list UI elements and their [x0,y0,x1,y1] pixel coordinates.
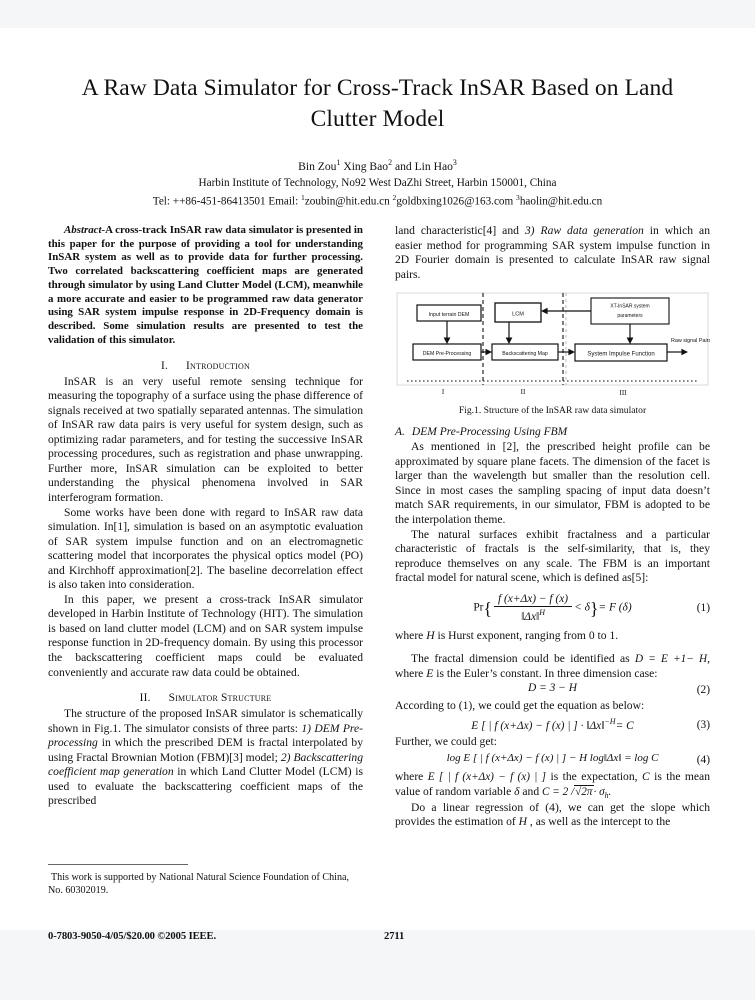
svg-text:XT-InSAR system: XT-InSAR system [610,303,650,310]
sim-italic-2: 2) Backscattering coefficient map generation [48,750,363,779]
exp-text-b: is the expectation, [546,770,642,784]
cont-text-b: in which an easier method for programming SAR system impulse function in 2D Fourier domain is presented to calculate InSAR raw signal pairs. [395,224,710,281]
according-to-1-line: According to (1), we could get the equation as below: [395,699,645,713]
sqrt-inner: 2π [581,785,593,798]
stage-label-1: I [441,388,445,397]
author-2-marker: 2 [388,158,393,168]
svg-text:Input terrain DEM: Input terrain DEM [428,312,470,319]
abstract-text: A cross-track InSAR raw data simulator is presented in this paper for the purpose of providing a tool for understanding InSAR system as well as to provide data for further processing. Two correlated backscattering coefficient maps are generated through simulator by using Land Clutter Model (LCM), meanwhile a more accurate and easier to be programmed raw data generator using SAR system impulse response in 2D-Frequency domain is described. Some simulation results are presented to test the validation of this simulator. [48,224,363,346]
c-formula-lhs: C = 2 / [542,785,575,798]
equation-1-body: Pr{ $\frac{f (x+\Delta x) - f (x)}{‖\Delta x‖^H}$ < δ}= F (δ) [473,592,632,623]
svg-text:LCM: LCM [512,311,524,318]
subsection-heading-a [395,426,710,438]
euler-symbol: E [426,666,434,680]
svg-text:DEM Pre-Processing: DEM Pre-Processing [422,351,472,358]
eq1-fraction [494,593,572,623]
sim-text-c: in which Land Clutter Model (LCM) is used to evaluate the backscattering coefficient maps of the prescribed [48,765,363,808]
figure-1-caption: Fig.1. Structure of the InSAR raw data simulator [458,405,647,417]
exp-text-d: is the mean value of random variable [395,770,710,798]
email-2: goldbxing1026@163.com [396,195,514,208]
sigma-part: · σ [593,785,605,798]
equation-1-tag: (1) [696,601,710,614]
hurst-symbol: H [426,629,435,643]
simulator-paragraph-1 [48,707,363,809]
c-formula: C = 2 $/√2\pi\cdot \sigma_h$. [542,785,612,800]
eq1-prefix: Pr [473,601,484,614]
email-3-marker: 3 [516,193,520,203]
subsection-title-a: DEM Pre-Processing Using FBM [411,426,568,439]
eq1-compare: < δ [574,601,590,614]
subsection-label-a: A. [395,426,405,439]
equation-3-body [471,717,633,732]
eq1-rhs: = F (δ) [598,601,632,614]
sqrt-radicand: √2π [575,785,593,798]
email-2-marker: 2 [392,193,397,203]
eq1-denominator: ‖Δx‖$^H$ [521,607,545,623]
two-column-body [48,224,710,884]
eq3-rhs: = C [615,719,634,732]
figure-1-block-diagram [395,291,710,403]
delta-symbol: δ [514,784,520,798]
email-1-marker: 1 [301,193,305,203]
exp-text-e: and [519,784,543,798]
footnote-text: This work is supported by National Natural Science Foundation of China, No. 60302019. [48,872,349,897]
sim-text-b: in which the prescribed DEM is fractal interpolated by using Fractal Brownian Motion (FBM)[3] model; [48,736,363,764]
author-1-marker: 1 [336,158,341,168]
cont-text-a: land characteristic[4] and [395,224,525,237]
equation-3-tag: (3) [696,718,710,731]
fd-text-a: The fractal dimension could be identified as [411,652,635,666]
stage-label-2: II [520,388,526,397]
left-column [48,224,363,884]
sim-italic-1: 1) DEM Pre-processing [48,721,363,750]
page-title: A Raw Data Simulator for Cross-Track InSAR Based on Land Clutter Model [81,75,674,133]
page-number: 2711 [384,931,405,942]
author-list [0,157,755,175]
hurst-note [395,629,710,644]
affiliation: Harbin Institute of Technology, No92 West DaZhi Street, Harbin 150001, China [198,177,557,190]
right-continuation-paragraph [395,224,710,282]
exp-text-a: where [395,770,428,784]
eq3-exponent: −H [604,716,616,726]
svg-text:System Impulse Function: System Impulse Function [587,351,655,358]
copyright-line: 0-7803-9050-4/05/$20.00 ©2005 IEEE. [48,931,217,942]
hurst-note-b: is Hurst exponent, ranging from 0 to 1. [434,629,619,643]
lr-h-symbol: H [518,815,528,829]
section-heading-simulator-structure [48,692,363,704]
figure-1-svg [395,291,710,403]
section-title-2: Simulator Structure [168,692,272,705]
expectation-inline-eq: E [ | f (x+Δx) − f (x) | ] [427,771,547,784]
equation-4-body: log E [ | f (x+Δx) − f (x) | ] − H log‖Δx‖ = log C [446,752,659,765]
right-column [395,224,710,884]
fd-equation-inline: D = E +1− H [634,653,708,666]
paper-sheet [0,28,755,942]
email-3: haolin@hit.edu.cn [519,195,603,208]
svg-text:Backscattering Map: Backscattering Map [502,351,548,358]
author-1: Bin Zou [298,159,337,173]
contact-line [0,192,755,211]
author-2: Xing Bao [343,159,389,173]
intro-paragraph-2: Some works have been done with regard to InSAR raw data simulation. In[1], simulation is based on an asymptotic evaluation of SAR system impulse function and on an electromagnetic scattering model that incorporates the physical optics model (PO) and Kirchhoff approximation[2]. The baseline decorrelation effect is also taken into consideration. [48,505,363,592]
abstract-label: Abstract- [64,224,106,236]
subsec-a-paragraph-1: As mentioned in [2], the prescribed height profile can be approximated by square plane facets. The dimension of the facet is larger than the wavelength but smaller than the resolution cell. Since in most cases the sampling spacing of input data doesn’t match SAR requirements, in our simulator, FBM is adopted to be the interpolation theme. [395,440,710,526]
equation-2-body: D = 3 − H [528,682,577,695]
equation-4 [395,752,710,768]
footnote-block [48,864,363,897]
equation-2-tag: (2) [696,684,710,697]
equation-1 [395,593,710,623]
lr-text-b: , as well as the intercept to the [527,815,671,829]
author-3: and Lin Hao [394,159,453,173]
lr-text-a: Do a linear regression of (4), we can get the slope which provides the estimation of [395,800,710,829]
fractal-dimension-paragraph [395,652,710,681]
expectation-explanation [395,770,710,801]
intro-paragraph-1: InSAR is an very useful remote sensing technique for measuring the topography of a surface using the phase difference of signals received at two spatially separated antennas. The simulation of InSAR raw data pairs is very useful for system design, such as optimizing radar parameters, and for testing the successive InSAR processing procedures, such as registration and phase unwrapping. Further more, InSAR simulation can be exploited to better understanding the physical phenomena involved in SAR interferogram formation. [48,374,363,504]
section-title-1: Introduction [186,359,250,372]
stage-label-3: III [619,389,627,398]
email-1: zoubin@hit.edu.cn [304,195,390,208]
sim-text-a: The structure of the proposed InSAR simulator is schematically shown in Fig.1. The simulator consists of three parts: [48,707,363,735]
section-number-1: I. [160,359,169,372]
footnote-rule [48,864,188,865]
equation-2 [395,682,710,698]
contact-prefix: Tel: ++86-451-86413501 Email: [152,195,299,208]
equation-3 [395,717,710,733]
c-symbol: C [641,770,650,784]
intro-paragraph-3: In this paper, we present a cross-track InSAR simulator developed in Harbin Institute of Technology (HIT). The simulation is based on land clutter model (LCM) and on SAR system impulse response function in 2D-frequency domain. By using this processor the backscattering coefficient maps could be evaluated conveniently and accurate raw data could be obtained. [48,592,363,679]
author-3-marker: 3 [452,158,457,168]
eq1-numerator: f (x+Δx) − f (x) [494,593,572,607]
subsec-a-paragraph-2: The natural surfaces exhibit fractalness and a particular characteristic of fractals is the self-similarity, that is, they reproduce themselves on any scale. The FBM is an important fractal model for natural scene, which is defined as[5]: [395,527,710,585]
eq3-main: E [ | f (x+Δx) − f (x) | ] · ‖Δx‖ [471,719,605,732]
svg-text:parameters: parameters [617,313,643,320]
sigma-subscript: h [604,791,609,800]
section-number-2: II. [139,692,151,705]
svg-text:Raw signal Pairs: Raw signal Pairs [671,338,710,345]
further-line: Further, we could get: [395,734,497,748]
section-heading-introduction [48,360,363,372]
fd-text-b: , where [395,652,711,680]
cont-italic-1: 3) Raw data generation [524,224,644,237]
abstract-paragraph [48,224,363,348]
hurst-note-a: where [395,629,427,643]
linear-regression-paragraph [395,801,710,830]
fd-text-c: is the Euler’s constant. In three dimension case: [433,666,658,680]
equation-4-tag: (4) [696,754,710,767]
